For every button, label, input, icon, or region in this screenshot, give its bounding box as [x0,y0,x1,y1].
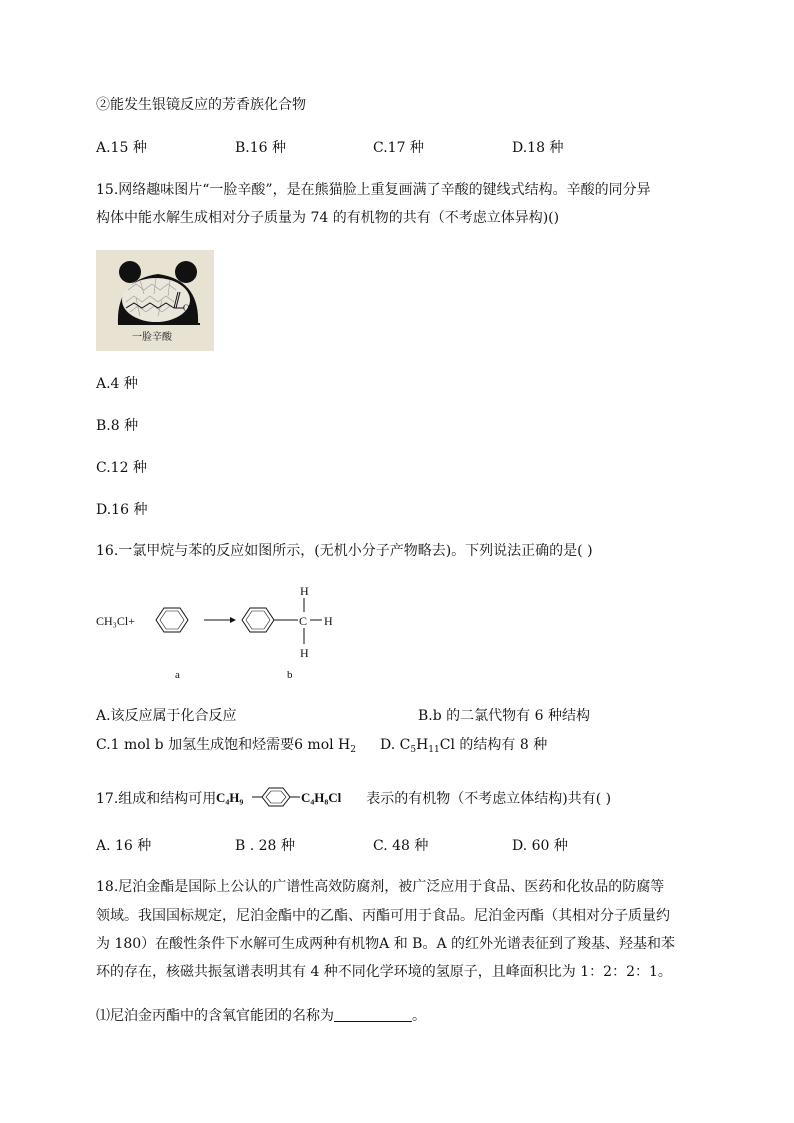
q18-stem-line3: 为 180）在酸性条件下水解可生成两种有机物A 和 B。A 的红外光谱表征到了羧基、羟基和苯 [96,936,676,952]
q16-option-c-text: C.1 mol b 加氢生成饱和烃需要6 mol H [96,737,351,753]
q15-stem-line2: 构体中能水解生成相对分子质量为 74 的有机物的共有（不考虑立体异构)() [96,210,560,226]
left-group-c4h9: C₄H₉ [216,790,244,805]
q15-stem-line1: 15.网络趣味图片“一脸辛酸”，是在熊猫脸上重复画满了辛酸的键线式结构。辛酸的同分异 [96,182,651,198]
q16-stem: 16.一氯甲烷与苯的反应如图所示，(无机小分子产物略去)。下列说法正确的是( ) [96,543,593,559]
q15-option-c: C.12 种 [96,460,147,476]
q17-structure [216,786,366,808]
benzene-ring-a [156,608,188,632]
q16-reaction-scheme [96,580,356,685]
q14-option-a: A.15 种 [96,140,147,156]
q16-option-c [96,735,356,760]
q15-option-a: A.4 种 [96,376,138,392]
label-a: a [175,669,180,681]
q15-option-b: B.8 种 [96,418,139,434]
q17-option-c: C. 48 种 [373,838,429,854]
panda-face-drawing [96,250,214,351]
q17-stem [96,786,611,809]
panda-octanoic-acid-image [96,250,214,351]
image-caption: 一脸辛酸 [132,332,172,343]
q17-option-d: D. 60 种 [512,838,568,854]
atom-h-top: H [300,584,309,598]
reaction-arrow [204,617,236,623]
reactant-ch3cl: CH₃Cl+ [96,614,135,628]
q18-sub1-end: 。 [412,1008,426,1024]
q16-option-d [380,735,547,760]
oh-label: OH [183,303,196,313]
q16-option-d-sub2: 11 [428,745,440,755]
atom-c: C [299,614,308,628]
q18-subquestion-1 [96,1006,426,1026]
atom-h-right: H [324,614,333,628]
q16-option-d-text: Cl 的结构有 8 种 [439,737,548,753]
q14-condition: ②能发生银镜反应的芳香族化合物 [96,97,306,113]
q17-option-b: B . 28 种 [235,838,295,854]
q16-option-b: B.b 的二氯代物有 6 种结构 [418,708,590,724]
q16-option-c-sub: 2 [350,745,356,755]
q16-option-d-sub1: 5 [410,745,417,755]
q16-option-a: A.该反应属于化合反应 [96,708,237,724]
benzene-ring-b [242,608,274,632]
q18-stem-line1: 18.尼泊金酯是国际上公认的广谱性高效防腐剂，被广泛应用于食品、医药和化妆品的防腐等 [96,879,665,895]
q17-option-a: A. 16 种 [96,838,152,854]
right-group-c4h8cl: C₄H₈Cl [301,790,342,805]
q14-option-c: C.17 种 [373,140,424,156]
label-b: b [287,669,293,681]
answer-blank[interactable] [334,1007,412,1022]
q18-stem-line4: 环的存在，核磁共振氢谱表明其有 4 种不同化学环境的氢原子，且峰面积比为 1：2：2：1。 [96,964,672,980]
benzene-ring-para [262,788,290,806]
q18-sub1-text: ⑴尼泊金丙酯中的含氧官能团的名称为 [96,1008,334,1024]
q14-option-b: B.16 种 [235,140,287,156]
q16-option-d-c: D. C [380,737,411,753]
atom-h-bottom: H [300,646,309,660]
q16-option-d-h: H [416,737,429,753]
q18-stem-line2: 领域。我国国标规定，尼泊金酯中的乙酯、丙酯可用于食品。尼泊金丙酯（其相对分子质量约 [96,908,670,924]
q14-option-d: D.18 种 [512,140,564,156]
q17-stem-post: 表示的有机物（不考虑立体结构)共有( ) [366,791,612,807]
q15-option-d: D.16 种 [96,502,148,518]
q17-stem-pre: 17.组成和结构可用 [96,791,217,807]
